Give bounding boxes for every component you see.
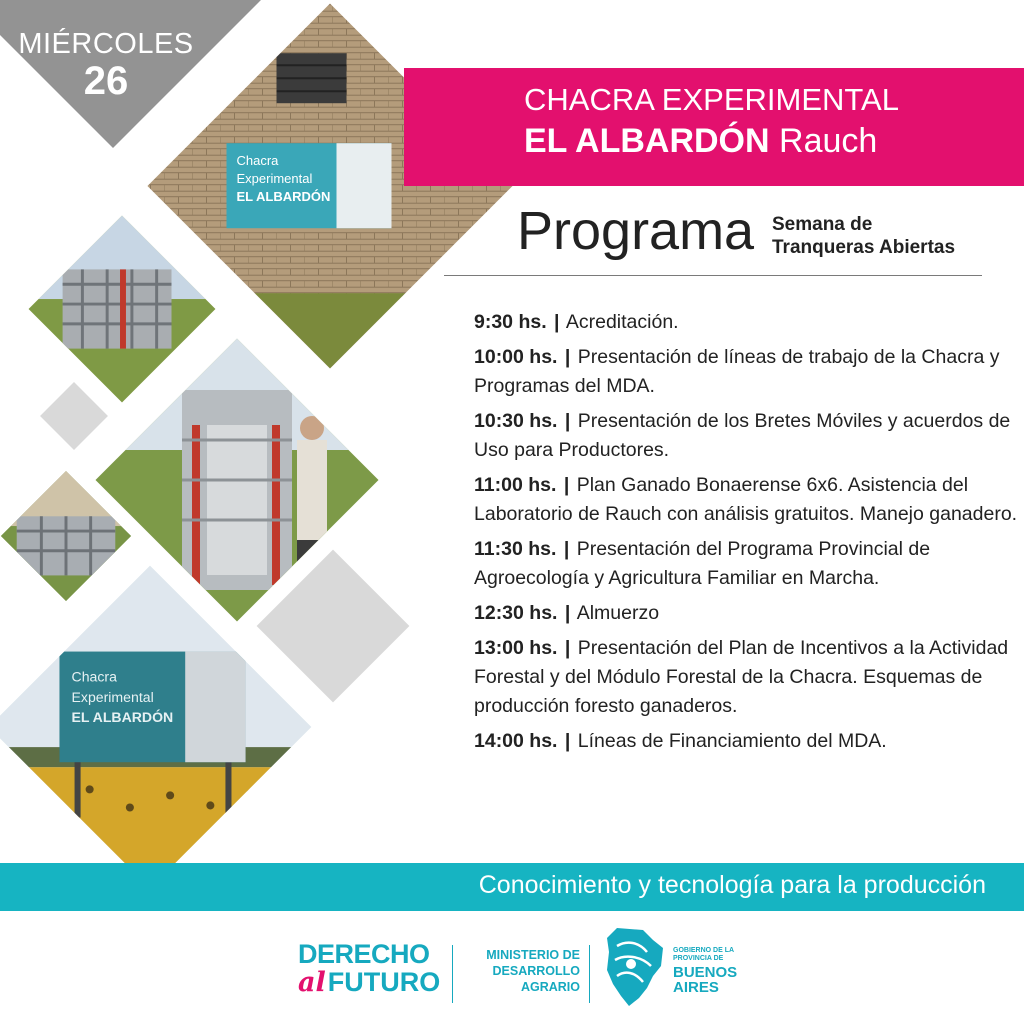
schedule-item: [474, 634, 1019, 721]
ministerio-line3: AGRARIO: [520, 980, 580, 994]
schedule-item: [474, 407, 1019, 465]
schedule-list: [474, 308, 1019, 762]
logo-derecho-word: DERECHO: [298, 939, 430, 969]
schedule-text: Presentación de líneas de trabajo de la Chacra y Programas del MDA.: [474, 346, 1000, 397]
schedule-text: Presentación de los Bretes Móviles y acuerdos de Uso para Productores.: [474, 410, 1011, 461]
title-divider: [444, 275, 982, 276]
ministerio-line2: DESARROLLO: [492, 964, 580, 978]
schedule-time: 14:00 hs.: [474, 730, 558, 752]
schedule-separator: |: [564, 730, 571, 752]
schedule-time: 10:00 hs.: [474, 346, 558, 368]
programa-subtitle: [772, 213, 955, 259]
schedule-item: [474, 599, 1019, 628]
schedule-time: 12:30 hs.: [474, 602, 558, 624]
schedule-text: Almuerzo: [576, 602, 660, 624]
footer-divider: [452, 945, 453, 1003]
field-sign-line1: Chacra: [71, 668, 117, 685]
gba-small-line2: PROVINCIA DE: [673, 955, 724, 962]
programa-subtitle-line1: Semana de: [772, 214, 873, 235]
field-sign-line3: EL ALBARDÓN: [71, 708, 174, 725]
gobierno-buenos-aires-logo: [673, 947, 737, 995]
date-weekday: MIÉRCOLES: [18, 28, 194, 60]
buenos-aires-province-icon: [603, 926, 667, 1013]
schedule-item: [474, 343, 1019, 401]
photo-sunflower-sign: [0, 566, 311, 888]
schedule-separator: |: [563, 538, 570, 560]
schedule-time: 11:00 hs.: [474, 474, 557, 496]
ministerio-line1: MINISTERIO DE: [486, 948, 580, 962]
date-block: [0, 28, 212, 104]
date-day: 26: [83, 59, 129, 103]
schedule-separator: |: [564, 602, 571, 624]
header-band: [404, 68, 1024, 186]
schedule-separator: |: [564, 410, 571, 432]
schedule-time: 9:30 hs.: [474, 311, 547, 333]
programa-title: Programa: [517, 201, 755, 261]
gba-big-line1: BUENOS: [673, 964, 738, 981]
schedule-item: [474, 308, 1019, 337]
derecho-al-futuro-logo: [298, 939, 441, 998]
ministerio-logo: [460, 947, 580, 995]
header-title-line1: CHACRA EXPERIMENTAL: [524, 82, 899, 117]
schedule-text: Presentación del Programa Provincial de Agroecología y Agricultura Familiar en Marcha.: [474, 538, 931, 589]
wall-sign-line3: EL ALBARDÓN: [236, 188, 331, 204]
gba-big-line2: AIRES: [673, 979, 719, 996]
schedule-text: Líneas de Financiamiento del MDA.: [577, 730, 887, 752]
schedule-text: Acreditación.: [565, 311, 679, 333]
header-title-location: Rauch: [779, 122, 878, 160]
schedule-time: 10:30 hs.: [474, 410, 558, 432]
header-title-bold: EL ALBARDÓN: [524, 122, 770, 160]
schedule-text: Presentación del Plan de Incentivos a la Actividad Forestal y del Módulo Forestal de la Chacra. Esquemas de producción foresto ganaderos.: [474, 637, 1009, 717]
schedule-item: [474, 535, 1019, 593]
logo-al-word: al: [298, 967, 326, 998]
logo-futuro-word: FUTURO: [327, 967, 441, 997]
decor-diamond-small: [40, 382, 108, 450]
schedule-text: Plan Ganado Bonaerense 6x6. Asistencia del Laboratorio de Rauch con análisis gratuitos. Manejo ganadero.: [474, 474, 1018, 525]
schedule-time: 13:00 hs.: [474, 637, 558, 659]
programa-subtitle-line2: Tranqueras Abiertas: [772, 237, 956, 258]
footer-divider: [589, 945, 590, 1003]
schedule-separator: |: [563, 474, 570, 496]
schedule-separator: |: [554, 311, 560, 333]
wall-sign-line1: Chacra: [236, 152, 279, 168]
header-title-line2: [524, 122, 877, 161]
tagline-bar: [0, 863, 1024, 911]
wall-sign-line2: Experimental: [236, 170, 313, 186]
photo-cattle-chute-1: [29, 216, 216, 403]
schedule-item: [474, 727, 1019, 756]
schedule-time: 11:30 hs.: [474, 538, 557, 560]
schedule-item: [474, 471, 1019, 529]
schedule-separator: |: [564, 346, 571, 368]
gba-small-line1: GOBIERNO DE LA: [673, 947, 735, 954]
tagline-text: Conocimiento y tecnología para la producción: [478, 871, 986, 899]
schedule-separator: |: [564, 637, 571, 659]
field-sign-line2: Experimental: [71, 688, 154, 705]
